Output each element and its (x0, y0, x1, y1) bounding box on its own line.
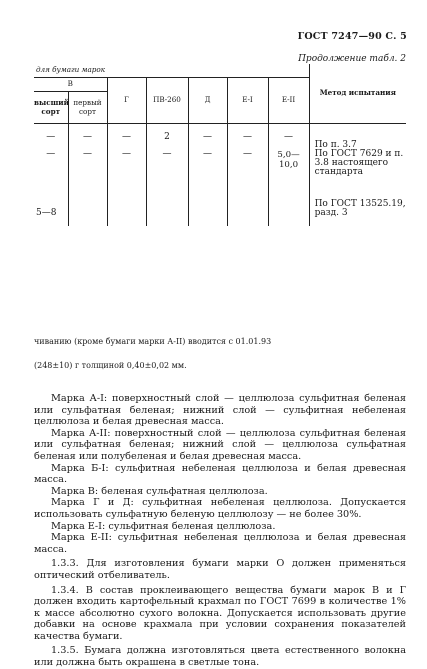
paragraph: Марка А-II: поверхностный слой — целлюлоза сульфитная беленая или сульфатная беленая; нижний слой — целлюлоза сульфатная беленая или полубеленая и белая древесная масса. (34, 427, 406, 462)
method-header: Метод испытания (309, 64, 406, 124)
paragraph: 1.3.3. Для изготовления бумаги марки О должен применяться оптический отбеливатель. (34, 558, 406, 581)
table-cell: — (188, 150, 227, 200)
col-header-v: В (34, 78, 107, 92)
paragraph: Марка Е-I: сульфитная беленая целлюлоза. (51, 520, 276, 532)
table-cell: — (227, 124, 268, 151)
paragraph: Марка Е-II: сульфитная небеленая целлюлоза и белая древесная масса. (34, 532, 406, 555)
paragraph: 1.3.5. Бумага должна изготовляться цвета естественного волокна или должна быть окрашена в светлые тона. (34, 645, 406, 669)
body-text (34, 393, 406, 669)
table-cell: 2 (146, 124, 188, 151)
table-row (34, 150, 406, 200)
method-cell: По п. 3.7 (309, 124, 406, 151)
table-cell: — (46, 149, 56, 159)
properties-table (34, 64, 406, 226)
table-cell: — (268, 124, 309, 151)
paragraph: Марка Б-I: сульфитная небеленая целлюлоза и белая древесная масса. (34, 462, 406, 486)
table-row (34, 200, 406, 226)
table-cell: — (46, 131, 56, 142)
table-cell: — (107, 150, 146, 200)
table-cell: — (146, 150, 188, 200)
footnote-line-1: чиванию (кроме бумаги марки А-II) вводится с 01.01.93 (34, 337, 272, 346)
col-header-pv260: ПВ-260 (146, 78, 188, 124)
subheader-highest-grade: высший сорт (34, 92, 68, 124)
subheader-first-grade: первый сорт (68, 92, 107, 124)
table-cell: — (68, 124, 107, 151)
footnote-line-2: (248±10) г толщиной 0,40±0,02 мм. (34, 361, 187, 370)
col-header-d: Д (188, 78, 227, 124)
col-header-e1: Е-І (227, 78, 268, 124)
table-cell: 5,0—10,0 (268, 150, 309, 200)
method-cell: По ГОСТ 7629 и п. 3.8 настоящего стандарта (309, 150, 406, 200)
table-cell: — (188, 124, 227, 151)
paragraph: Марка Г и Д: сульфитная небеленая целлюлоза. Допускается использовать сульфатную беленую целлюлозу — не более 30%. (34, 497, 406, 520)
table-cell: — (107, 124, 146, 151)
col-header-e2: Е-ІІ (268, 78, 309, 124)
method-cell: По ГОСТ 13525.19, разд. 3 (309, 200, 406, 226)
table-cell: 5—8 (36, 207, 57, 218)
table-row (34, 124, 406, 151)
paragraph: Марка А-I: поверхностный слой — целлюлоза сульфитная беленая или сульфатная беленая; нижний слой — сульфитная небеленая целлюлоза и белая древесная масса. (34, 393, 406, 428)
table-continuation-label: Продолжение табл. 2 (298, 54, 406, 64)
paragraph: 1.3.4. В состав проклеивающего вещества бумаги марок В и Г должен входить картофельный крахмал по ГОСТ 7699 в количестве 1% к массе абсолютно сухого волокна. Допускается использовать другие добавки на основе крахмала при условии сохранения показателей качества бумаги. (34, 584, 406, 642)
table-cell: — (68, 150, 107, 200)
col-header-g: Г (107, 78, 146, 124)
table-cell: — (227, 150, 268, 200)
page-header: ГОСТ 7247—90 С. 5 (297, 31, 407, 42)
paragraph: Марка В: беленая сульфатная целлюлоза. (51, 485, 268, 497)
group-label: для бумаги марок (34, 64, 309, 78)
